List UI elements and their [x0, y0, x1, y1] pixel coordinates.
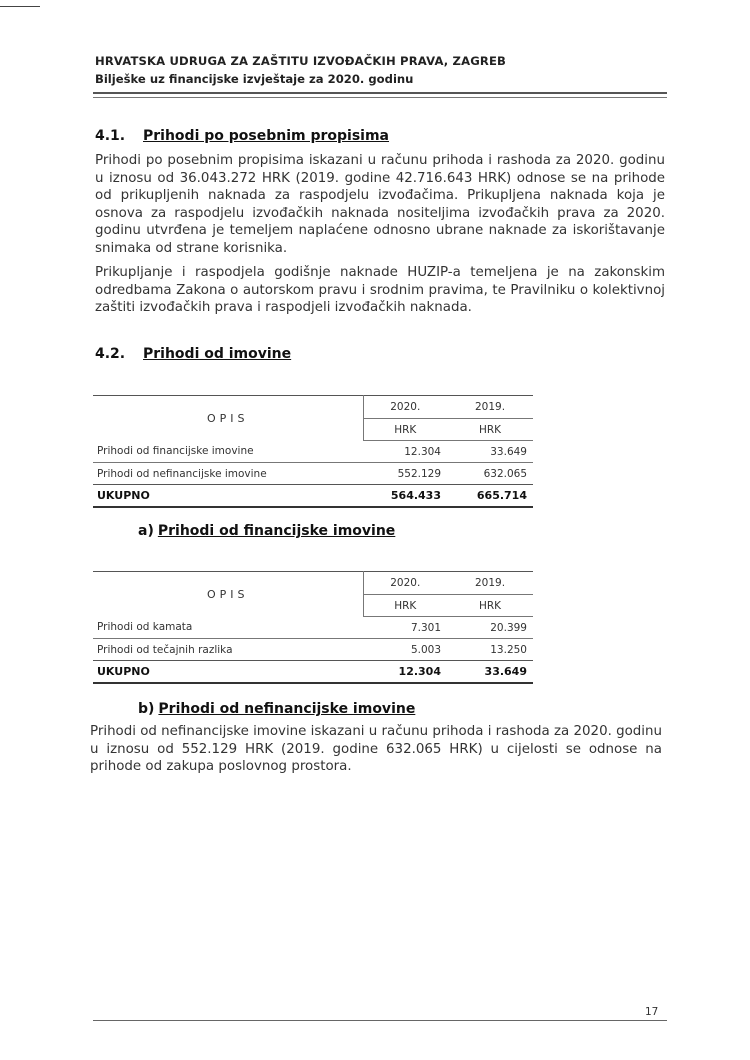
table-header-row	[93, 572, 533, 595]
total-2019: 33.649	[447, 661, 533, 684]
income-from-assets-table	[93, 395, 533, 508]
currency-2019: HRK	[447, 595, 533, 617]
section-4-1-paragraph-1: Prihodi po posebnim propisima iskazani u računu prihoda i rashoda za 2020. godinu u iznosu od 36.043.272 HRK (2019. godine 42.716.643 HRK) odnose se na prihode od prikupljenih naknada za raspodjelu izvođačima. Prikupljena naknada koja je osnova za raspodjelu izvođačkih naknada nositeljima izvođačkih prava za 2020. godinu utvrđena je temeljem naplaćene odnosno ubrane naknade za iskorištavanje snimaka od strane korisnika.	[95, 153, 665, 256]
total-label: UKUPNO	[93, 661, 363, 684]
document-subtitle: Bilješke uz financijske izvještaje za 2020. godinu	[95, 72, 414, 86]
row-label: Prihodi od nefinancijske imovine	[97, 467, 267, 480]
table-row	[93, 639, 533, 661]
opis-header: OPIS	[93, 396, 363, 441]
value-2019: 13.250	[490, 643, 527, 656]
section-number: 4.2.	[95, 346, 126, 362]
value-2020: 12.304	[363, 441, 447, 463]
value-2019: 20.399	[447, 617, 533, 639]
year-2020-header: 2020.	[363, 572, 447, 595]
year-2019-header: 2019.	[447, 396, 533, 419]
table-header-row	[93, 396, 533, 419]
section-number: 4.1.	[95, 128, 126, 144]
header-rule-thin	[93, 97, 667, 98]
subsection-a-heading	[138, 523, 395, 539]
currency-2020: HRK	[363, 419, 447, 441]
header-rule-thick	[93, 92, 667, 94]
financial-assets-income-table	[93, 571, 533, 684]
value-2020: 5.003	[410, 643, 441, 656]
total-label: UKUPNO	[93, 485, 363, 508]
table-row	[93, 617, 533, 639]
subsection-letter: b)	[138, 701, 155, 717]
subsection-title: Prihodi od nefinancijske imovine	[158, 701, 416, 717]
total-row	[93, 661, 533, 684]
page-header	[95, 54, 667, 86]
row-label: Prihodi od kamata	[93, 617, 363, 639]
year-2019-header: 2019.	[447, 572, 533, 595]
total-2020: 564.433	[363, 485, 447, 508]
currency-2019: HRK	[447, 419, 533, 441]
footer-rule	[93, 1020, 667, 1021]
row-label: Prihodi od tečajnih razlika	[97, 643, 233, 656]
section-4-1-heading	[95, 128, 389, 144]
section-title: Prihodi od imovine	[143, 346, 292, 362]
page-number: 17	[645, 1006, 659, 1018]
table-row	[93, 441, 533, 463]
section-4-2-heading	[95, 346, 291, 362]
total-row	[93, 485, 533, 508]
section-4-1-paragraph-2: Prikupljanje i raspodjela godišnje naknade HUZIP-a temeljena je na zakonskim odredbama Zakona o autorskom pravu i srodnim pravima, te Pravilniku o kolektivnoj zaštiti izvođačkih prava i raspodjeli izvođačkih naknada.	[95, 265, 665, 316]
subsection-b-paragraph: Prihodi od nefinancijske imovine iskazani u računu prihoda i rashoda za 2020. godinu u iznosu od 552.129 HRK (2019. godine 632.065 HRK) u cijelosti se odnose na prihode od zakupa poslovnog prostora.	[90, 724, 662, 775]
section-title: Prihodi po posebnim propisima	[143, 128, 390, 144]
subsection-letter: a)	[138, 523, 154, 539]
currency-2020: HRK	[363, 595, 447, 617]
top-edge-mark	[0, 6, 40, 7]
value-2019: 632.065	[483, 467, 527, 480]
organization-name: HRVATSKA UDRUGA ZA ZAŠTITU IZVOĐAČKIH PRAVA, ZAGREB	[95, 54, 507, 68]
subsection-title: Prihodi od financijske imovine	[157, 523, 396, 539]
table-row	[93, 463, 533, 485]
year-2020-header: 2020.	[363, 396, 447, 419]
value-2019: 33.649	[447, 441, 533, 463]
total-2020: 12.304	[363, 661, 447, 684]
subsection-b-heading	[138, 701, 415, 717]
total-2019: 665.714	[447, 485, 533, 508]
value-2020: 552.129	[397, 467, 441, 480]
opis-header: OPIS	[93, 572, 363, 617]
row-label: Prihodi od financijske imovine	[93, 441, 363, 463]
value-2020: 7.301	[363, 617, 447, 639]
